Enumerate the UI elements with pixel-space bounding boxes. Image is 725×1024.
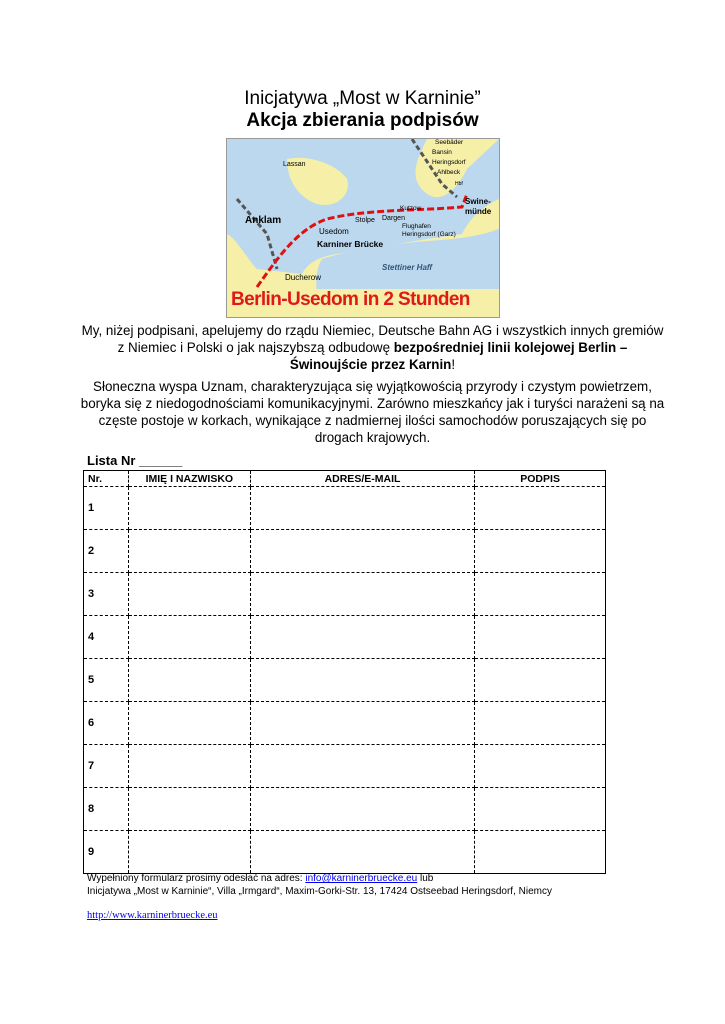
footer-email-link[interactable]: info@karninerbruecke.eu	[305, 873, 418, 884]
signature-cell[interactable]	[475, 573, 606, 616]
page-subtitle: Akcja zbierania podpisów	[246, 110, 479, 131]
signature-cell[interactable]	[475, 530, 606, 573]
table-row	[84, 831, 606, 874]
row-nr: 6	[84, 702, 129, 745]
page-title: Inicjatywa „Most w Karninie”	[244, 88, 481, 109]
appeal-text: My, niżej podpisani, apelujemy do rządu Niemiec, Deutsche Bahn AG i wszystkich innych gremiów z Niemiec i Polski o jak najszybszą odbudowę	[81, 323, 664, 355]
label-flughafen: Flughafen	[402, 223, 431, 230]
address-cell[interactable]	[250, 573, 474, 616]
col-address: ADRES/E-MAIL	[250, 471, 474, 487]
name-cell[interactable]	[128, 487, 250, 530]
appeal-paragraph	[80, 322, 665, 373]
address-cell[interactable]	[250, 530, 474, 573]
label-dargen: Dargen	[382, 215, 405, 222]
name-cell[interactable]	[128, 745, 250, 788]
row-nr: 3	[84, 573, 129, 616]
label-munde: münde	[465, 207, 492, 216]
row-nr: 4	[84, 616, 129, 659]
label-heringsdorf-garz: Heringsdorf (Garz)	[402, 231, 456, 238]
name-cell[interactable]	[128, 788, 250, 831]
name-cell[interactable]	[128, 530, 250, 573]
label-usedom: Usedom	[319, 227, 349, 236]
table-row	[84, 702, 606, 745]
name-cell[interactable]	[128, 573, 250, 616]
label-bansin: Bansin	[432, 149, 452, 156]
col-name: IMIĘ I NAZWISKO	[128, 471, 250, 487]
label-ahlbeck: Ahlbeck	[437, 169, 461, 176]
row-nr: 7	[84, 745, 129, 788]
address-cell[interactable]	[250, 745, 474, 788]
footer-suffix: lub	[417, 873, 434, 884]
signature-table	[83, 470, 606, 874]
address-cell[interactable]	[250, 788, 474, 831]
name-cell[interactable]	[128, 831, 250, 874]
appeal-bold: bezpośredniej linii kolejowej Berlin – Świnoujście przez Karnin	[289, 340, 628, 372]
appeal-end: !	[451, 357, 456, 372]
signature-cell[interactable]	[475, 616, 606, 659]
footer-line1	[87, 873, 433, 884]
table-row	[84, 745, 606, 788]
footer-prefix: Wypełniony formularz prosimy odesłać na adres:	[87, 873, 306, 884]
footer-address: Inicjatywa „Most w Karninie“, Villa „Irmgard“, Maxim-Gorki-Str. 13, 17424 Ostseebad Heringsdorf, Niemcy	[87, 886, 552, 897]
signature-cell[interactable]	[475, 788, 606, 831]
route-map	[226, 138, 500, 318]
table-row	[84, 487, 606, 530]
address-cell[interactable]	[250, 616, 474, 659]
address-cell[interactable]	[250, 487, 474, 530]
label-ducherow: Ducherow	[285, 273, 322, 282]
name-cell[interactable]	[128, 616, 250, 659]
list-number-label: Lista Nr ______	[87, 453, 183, 468]
address-cell[interactable]	[250, 831, 474, 874]
row-nr: 8	[84, 788, 129, 831]
label-hbf: Hbf	[455, 181, 463, 187]
signature-cell[interactable]	[475, 831, 606, 874]
col-signature: PODPIS	[475, 471, 606, 487]
label-lassan: Lassan	[283, 161, 306, 168]
label-stettiner-haff: Stettiner Haff	[382, 263, 433, 272]
row-nr: 2	[84, 530, 129, 573]
label-seebader: Seebäder	[435, 139, 464, 146]
table-row	[84, 530, 606, 573]
island-paragraph: Słoneczna wyspa Uznam, charakteryzująca się wyjątkowością przyrody i czystym powietrzem, boryka się z niedogodnościami komunikacyjnymi. Zarówno mieszkańcy jak i turyści narażeni są na częste postoje w korkach, wynikające z nadmiernej ilości samochodów poruszających się po drogach krajowych.	[80, 379, 665, 445]
label-karniner: Karniner Brücke	[317, 239, 384, 249]
table-row	[84, 573, 606, 616]
row-nr: 9	[84, 831, 129, 874]
address-cell[interactable]	[250, 702, 474, 745]
label-swine: Swine-	[465, 197, 491, 206]
table-row	[84, 616, 606, 659]
label-kutzow: Kutzow	[400, 205, 422, 212]
map-banner: Berlin-Usedom in 2 Stunden	[231, 289, 470, 310]
signature-cell[interactable]	[475, 745, 606, 788]
signature-cell[interactable]	[475, 702, 606, 745]
signature-cell[interactable]	[475, 659, 606, 702]
name-cell[interactable]	[128, 702, 250, 745]
footer-url-link[interactable]: http://www.karninerbruecke.eu	[87, 910, 218, 921]
row-nr: 5	[84, 659, 129, 702]
label-stolpe: Stolpe	[355, 217, 375, 224]
label-anklam: Anklam	[245, 215, 282, 226]
signature-cell[interactable]	[475, 487, 606, 530]
label-heringsdorf: Heringsdorf	[432, 159, 466, 166]
name-cell[interactable]	[128, 659, 250, 702]
table-row	[84, 788, 606, 831]
address-cell[interactable]	[250, 659, 474, 702]
row-nr: 1	[84, 487, 129, 530]
table-row	[84, 659, 606, 702]
table-header-row	[84, 471, 606, 487]
col-nr: Nr.	[84, 471, 129, 487]
